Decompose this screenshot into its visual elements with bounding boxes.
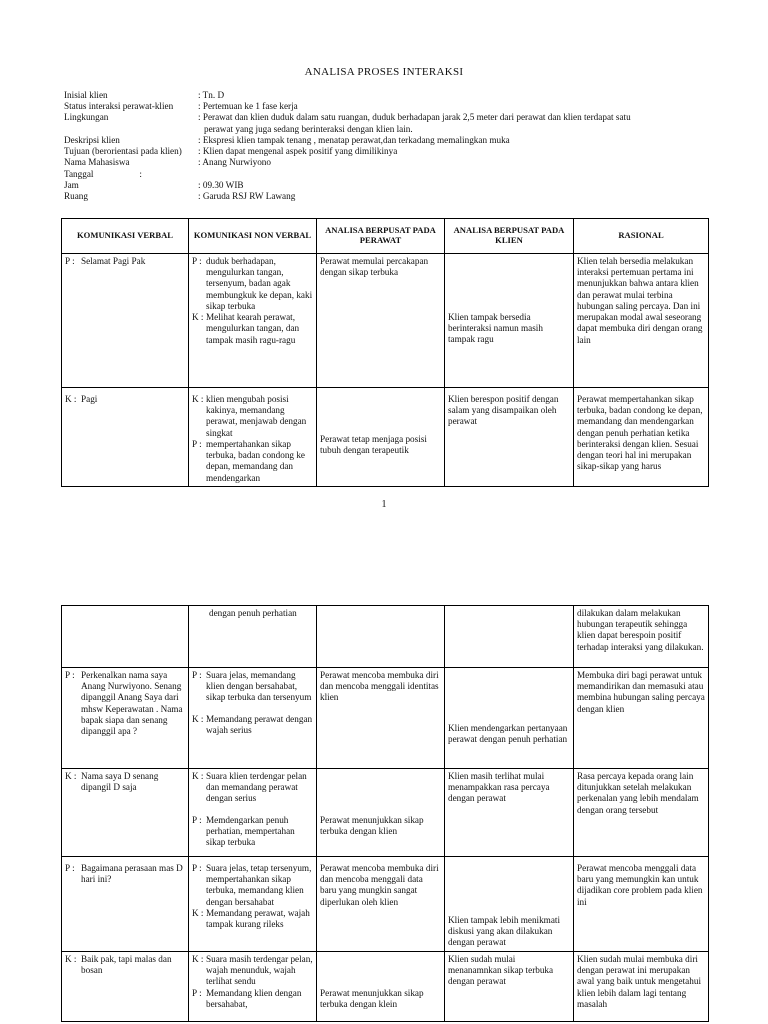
header-verbal: KOMUNIKASI VERBAL bbox=[62, 219, 189, 254]
nonverbal-text: mempertahankan sikap terbuka, badan condong ke depan, memandang dan mendengarkan bbox=[206, 438, 305, 483]
cell-rationale: Membuka diri bagi perawat untuk memandirikan dan memasuki atau membina hubungan saling percaya dengan klien bbox=[574, 668, 709, 769]
info-row-room bbox=[64, 191, 714, 202]
info-value-line: : Perawat dan klien duduk dalam satu ruangan, duduk berhadapan jarak 2,5 meter dari perawat dan klien terdapat satu bbox=[198, 112, 631, 123]
speaker-prefix: K : bbox=[192, 394, 204, 404]
document-title: ANALISA PROSES INTERAKSI bbox=[304, 66, 464, 78]
table-row bbox=[62, 952, 709, 1022]
info-value-continuation: perawat yang juga sedang berinteraksi dengan klien lain. bbox=[204, 123, 413, 134]
cell-nonverbal bbox=[189, 952, 317, 1022]
nonverbal-entry bbox=[192, 863, 313, 908]
speaker-prefix: P : bbox=[65, 670, 75, 680]
nonverbal-text: Suara masih terdengar pelan, wajah menunduk, wajah terlihat sendu bbox=[206, 954, 313, 987]
client-info-block bbox=[64, 90, 714, 202]
info-value: : Tn. D bbox=[198, 90, 225, 100]
info-value: : Garuda RSJ RW Lawang bbox=[198, 190, 296, 201]
cell-rationale: Perawat mencoba menggali data baru yang memungkin kan untuk dijadikan core problem pada klien ini bbox=[574, 857, 709, 952]
cell-verbal bbox=[62, 388, 189, 487]
speaker-prefix: P : bbox=[192, 256, 202, 266]
cell-client-analysis: Klien sudah mulai menanamnkan sikap terbuka dengan perawat bbox=[445, 952, 574, 1022]
table-row bbox=[62, 606, 709, 668]
verbal-text: Nama saya D senang dipangil D saja bbox=[81, 771, 159, 793]
header-rationale: RASIONAL bbox=[574, 219, 709, 254]
page-gap bbox=[0, 540, 768, 605]
nonverbal-entry bbox=[192, 670, 313, 704]
nonverbal-entry bbox=[192, 988, 313, 1010]
nonverbal-entry bbox=[192, 954, 313, 988]
speaker-prefix: P : bbox=[192, 987, 202, 998]
info-label: Deskripsi klien bbox=[64, 134, 120, 145]
speaker-prefix: K : bbox=[192, 312, 204, 323]
verbal-entry bbox=[65, 394, 185, 405]
header-nonverbal: KOMUNIKASI NON VERBAL bbox=[189, 219, 317, 254]
nonverbal-entry bbox=[192, 714, 313, 736]
nonverbal-text: Memandang perawat dengan wajah serius bbox=[206, 713, 313, 735]
info-row-goal bbox=[64, 146, 714, 157]
cell-nurse-analysis: Perawat tetap menjaga posisi tubuh dengan terapeutik bbox=[317, 388, 445, 487]
cell-verbal bbox=[62, 857, 189, 952]
speaker-prefix: K : bbox=[192, 907, 204, 918]
cell-client-analysis: Klien tampak bersedia berinteraksi namun masih tampak ragu bbox=[445, 254, 574, 388]
info-value: : 09.30 WIB bbox=[198, 179, 244, 190]
info-row-student bbox=[64, 157, 714, 168]
speaker-prefix: P : bbox=[192, 438, 202, 449]
cell-nurse-analysis: Perawat mencoba membuka diri dan mencoba menggali identitas klien bbox=[317, 668, 445, 769]
nonverbal-entry bbox=[192, 394, 313, 439]
speaker-prefix: P : bbox=[65, 863, 75, 873]
speaker-prefix: P : bbox=[192, 670, 202, 680]
nonverbal-text: Memdengarkan penuh perhatian, mempertahan sikap terbuka bbox=[206, 814, 295, 848]
interaction-table-page-1 bbox=[61, 218, 709, 487]
cell-rationale: Rasa percaya kepada orang lain ditunjukkan setelah melakukan perkenalan yang lebih mendalam dengan orang tersebut bbox=[574, 769, 709, 857]
cell-verbal bbox=[62, 952, 189, 1022]
info-label: Tanggal : bbox=[64, 168, 142, 179]
nonverbal-entry bbox=[192, 256, 313, 312]
speaker-prefix: P : bbox=[192, 814, 202, 825]
cell-nonverbal bbox=[189, 857, 317, 952]
page-number: 1 bbox=[381, 499, 387, 510]
nonverbal-text: Memandang perawat, wajah tampak kurang rileks bbox=[206, 907, 310, 930]
speaker-prefix: K : bbox=[192, 713, 204, 724]
info-label: Inisial klien bbox=[64, 90, 108, 100]
cell-client-analysis: Klien mendengarkan pertanyaan perawat dengan penuh perhatian bbox=[445, 668, 574, 769]
cell-verbal bbox=[62, 769, 189, 857]
nonverbal-text: duduk berhadapan, mengulurkan tangan, tersenyum, badan agak membungkuk ke depan, kaki sikap terbuka bbox=[206, 256, 313, 311]
nonverbal-entry bbox=[192, 312, 313, 346]
table-row bbox=[62, 668, 709, 769]
nonverbal-entry bbox=[192, 771, 313, 805]
cell-rationale: Klien telah bersedia melakukan interaksi pertemuan pertama ini menunjukkan bahwa antara klien dan perawat mulai terbina hubungan saling percaya. Dan ini merupakan modal awal seseorang dapat membuka diri dengan orang lain bbox=[574, 254, 709, 388]
document-page-2 bbox=[0, 605, 768, 1024]
nonverbal-text: klien mengubah posisi kakinya, memandang perawat, menjawab dengan singkat bbox=[206, 394, 307, 438]
cell-nurse-analysis: Perawat menunjukkan sikap terbuka dengan klien bbox=[317, 769, 445, 857]
verbal-text: Selamat Pagi Pak bbox=[81, 256, 146, 266]
cell-rationale: Perawat mempertahankan sikap terbuka, badan condong ke depan, memandang dan mendengarkan dengan penuh perhatian ketika berinteraksi dengan klien. Sesuai dengan teori hal ini merupakan sikap-sikap yang harus bbox=[574, 388, 709, 487]
info-label: Tujuan (berorientasi pada klien) bbox=[64, 146, 182, 157]
cell-verbal bbox=[62, 254, 189, 388]
speaker-prefix: K : bbox=[65, 394, 77, 404]
cell-nonverbal bbox=[189, 668, 317, 769]
info-row-time bbox=[64, 180, 714, 191]
verbal-entry bbox=[65, 954, 185, 976]
cell-rationale: Klien sudah mulai membuka diri dengan perawat ini merupakan awal yang baik untuk mengetahui klien lebih dalam lagi tentang masalah bbox=[574, 952, 709, 1022]
speaker-prefix: P : bbox=[192, 863, 202, 873]
info-row-description bbox=[64, 135, 714, 146]
table-row bbox=[62, 254, 709, 388]
info-label: Status interaksi perawat-klien bbox=[64, 101, 174, 112]
nonverbal-text: Suara klien terdengar pelan dan memandang perawat dengan serius bbox=[206, 771, 307, 804]
info-label: Ruang bbox=[64, 190, 88, 201]
info-row-date bbox=[64, 169, 714, 180]
cell-nonverbal: dengan penuh perhatian bbox=[189, 606, 317, 668]
speaker-prefix: K : bbox=[192, 771, 204, 781]
cell-nurse-analysis: Perawat memulai percakapan dengan sikap terbuka bbox=[317, 254, 445, 388]
nonverbal-text: Melihat kearah perawat, mengulurkan tangan, dan tampak masih ragu-ragu bbox=[206, 312, 300, 345]
verbal-text: Baik pak, tapi malas dan bosan bbox=[81, 954, 172, 976]
nonverbal-entry bbox=[192, 908, 313, 930]
nonverbal-text: Memandang klien dengan bersahabat, bbox=[206, 987, 302, 1009]
cell-nonverbal bbox=[189, 388, 317, 487]
info-label: Jam bbox=[64, 179, 79, 190]
info-row-environment bbox=[64, 112, 714, 134]
nonverbal-entry bbox=[192, 439, 313, 484]
info-value: : Ekspresi klien tampak tenang , menatap perawat,dan terkadang memalingkan muka bbox=[198, 134, 510, 145]
interaction-table-page-2 bbox=[61, 605, 709, 1022]
nonverbal-text: Suara jelas, tetap tersenyum, mempertahankan sikap terbuka, memandang klien dengan bersahabat bbox=[206, 863, 312, 907]
nonverbal-entry bbox=[192, 815, 313, 849]
info-row-status bbox=[64, 101, 714, 112]
info-label: Lingkungan bbox=[64, 112, 109, 123]
info-label: Nama Mahasiswa bbox=[64, 157, 130, 168]
info-value bbox=[198, 169, 714, 180]
speaker-prefix: P : bbox=[65, 256, 75, 266]
cell-nonverbal bbox=[189, 769, 317, 857]
cell-nonverbal bbox=[189, 254, 317, 388]
table-row bbox=[62, 388, 709, 487]
info-value: : Anang Nurwiyono bbox=[198, 157, 271, 168]
cell-client-analysis: Klien masih terlihat mulai menampakkan rasa percaya dengan perawat bbox=[445, 769, 574, 857]
info-row-initial bbox=[64, 90, 714, 101]
cell-nurse-analysis: Perawat menunjukkan sikap terbuka dengan klein bbox=[317, 952, 445, 1022]
cell-verbal bbox=[62, 606, 189, 668]
table-row bbox=[62, 769, 709, 857]
verbal-entry bbox=[65, 670, 185, 737]
cell-nurse-analysis bbox=[317, 606, 445, 668]
speaker-prefix: K : bbox=[65, 954, 77, 964]
verbal-text: Perkenalkan nama saya Anang Nurwiyono. Senang dipanggil Anang Saya dari mhsw Keperawatan . Nama bapak siapa dan senang dipanggil apa ? bbox=[81, 670, 183, 737]
header-client-analysis: ANALISA BERPUSAT PADA KLIEN bbox=[445, 219, 574, 254]
verbal-text: Bagaimana perasaan mas D hari ini? bbox=[81, 863, 183, 885]
cell-client-analysis: Klien tampak lebih menikmati diskusi yang akan dilakukan dengan perawat bbox=[445, 857, 574, 952]
cell-client-analysis: Klien berespon positif dengan salam yang disampaikan oleh perawat bbox=[445, 388, 574, 487]
verbal-entry bbox=[65, 771, 185, 793]
header-nurse-analysis: ANALISA BERPUSAT PADA PERAWAT bbox=[317, 219, 445, 254]
speaker-prefix: K : bbox=[192, 954, 204, 964]
cell-client-analysis bbox=[445, 606, 574, 668]
nonverbal-text: Suara jelas, memandang klien dengan bersahabat, sikap terbuka dan tersenyum bbox=[206, 670, 312, 703]
table-row bbox=[62, 857, 709, 952]
verbal-entry bbox=[65, 863, 185, 885]
info-value bbox=[198, 112, 714, 134]
verbal-entry bbox=[65, 256, 185, 267]
verbal-text: Pagi bbox=[81, 394, 98, 404]
cell-verbal bbox=[62, 668, 189, 769]
info-value: : Klien dapat mengenal aspek positif yang dimilikinya bbox=[198, 146, 398, 157]
info-value: : Pertemuan ke 1 fase kerja bbox=[198, 101, 298, 112]
table-header-row bbox=[62, 219, 709, 254]
speaker-prefix: K : bbox=[65, 771, 77, 781]
cell-nurse-analysis: Perawat mencoba membuka diri dan mencoba menggali data baru yang mungkin sangat diperlukan oleh klien bbox=[317, 857, 445, 952]
cell-rationale: dilakukan dalam melakukan hubungan terapeutik sehingga klien dapat berespoin positif terhadap interaksi yang dilakukan. bbox=[574, 606, 709, 668]
